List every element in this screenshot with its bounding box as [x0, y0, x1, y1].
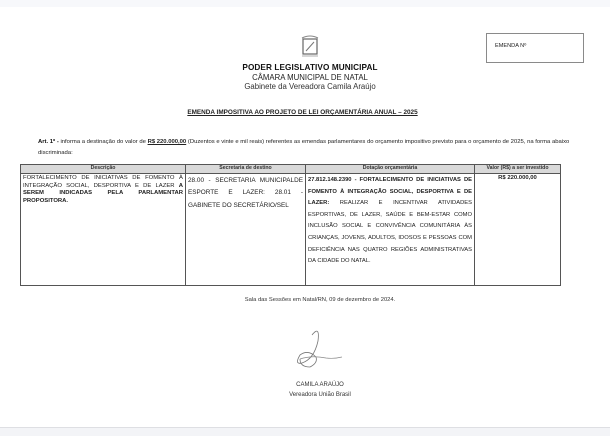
viewer-bottom-band — [0, 427, 610, 436]
cell-dotacao — [306, 174, 475, 286]
cell-secretaria: 28.00 - SECRETARIA MUNICIPALDE ESPORTE E LAZER: 28.01 - GABINETE DO SECRETÁRIO/SEL — [186, 174, 306, 286]
signer-name: CAMILA ARAÚJO — [296, 382, 344, 388]
header-line-2: CÂMARA MUNICIPAL DE NATAL — [252, 72, 368, 82]
dotacao-bold-text: 27.812.148.2390 - FORTALECIMENTO DE INICIATIVAS DE FOMENTO À INTEGRAÇÃO SOCIAL, DESPORTIVA E DE LAZER: — [308, 177, 472, 207]
descricao-text: FORTALECIMENTO DE INICIATIVAS DE FOMENTO À INTEGRAÇÃO SOCIAL, DESPORTIVA E DE LAZER — [23, 175, 183, 189]
header-secretaria: Secretaria de destino — [186, 165, 306, 174]
coat-of-arms-icon — [298, 33, 322, 59]
emenda-number-label: EMENDA Nº — [495, 43, 527, 49]
descricao-bold-text: A SEREM INDICADAS PELA PARLAMENTAR PROPOSITORA. — [23, 182, 183, 204]
table-header-row — [21, 165, 561, 174]
budget-table — [20, 164, 561, 286]
article-text-after: (Duzentos e vinte e mil reais) referentes as emendas parlamentares do orçamento impositivo previsto para o orçamento de 2025, na forma abaixo discriminada: — [38, 139, 570, 156]
article-1 — [38, 137, 578, 158]
header-descricao: Descrição — [21, 165, 186, 174]
article-label: Art. 1º - — [38, 139, 59, 145]
header-dotacao: Dotação orçamentária — [306, 165, 475, 174]
cell-descricao — [21, 174, 186, 286]
article-amount: R$ 220.000,00 — [147, 139, 187, 145]
document-page — [0, 7, 610, 427]
cell-valor: R$ 220.000,00 — [475, 174, 561, 286]
viewer-top-band — [0, 0, 610, 7]
signature-icon — [290, 327, 360, 372]
article-text-before: informa a destinação do valor de — [58, 139, 148, 145]
signer-role: Vereadora União Brasil — [289, 392, 351, 398]
document-title: EMENDA IMPOSITIVA AO PROJETO DE LEI ORÇAMENTÁRIA ANUAL – 2025 — [187, 109, 418, 116]
session-date-line: Sala das Sessões em Natal/RN, 09 de dezembro de 2024. — [244, 297, 396, 303]
header-valor: Valor (R$) a ser investido — [475, 165, 561, 174]
signer-block — [0, 380, 610, 400]
table-row — [21, 174, 561, 286]
dotacao-text: REALIZAR E INCENTIVAR ATIVIDADES ESPORTIVAS, DE LAZER, SAÚDE E BEM-ESTAR COMO INCLUSÃO SOCIAL E CONVIVÊNCIA COMUNITÁRIA ÀS CRIANÇAS, JOVENS, ADULTOS, IDOSOS E PESSOAS COM DEFICIÊNCIA NAS QUATRO REGIÕES ADMINISTRATIVAS DA CIDADE DO NATAL. — [308, 200, 472, 265]
header-line-3: Gabinete da Vereadora Camila Araújo — [244, 82, 376, 91]
header-line-1: PODER LEGISLATIVO MUNICIPAL — [242, 63, 378, 72]
document-header — [0, 63, 610, 92]
emenda-number-box — [486, 33, 584, 63]
